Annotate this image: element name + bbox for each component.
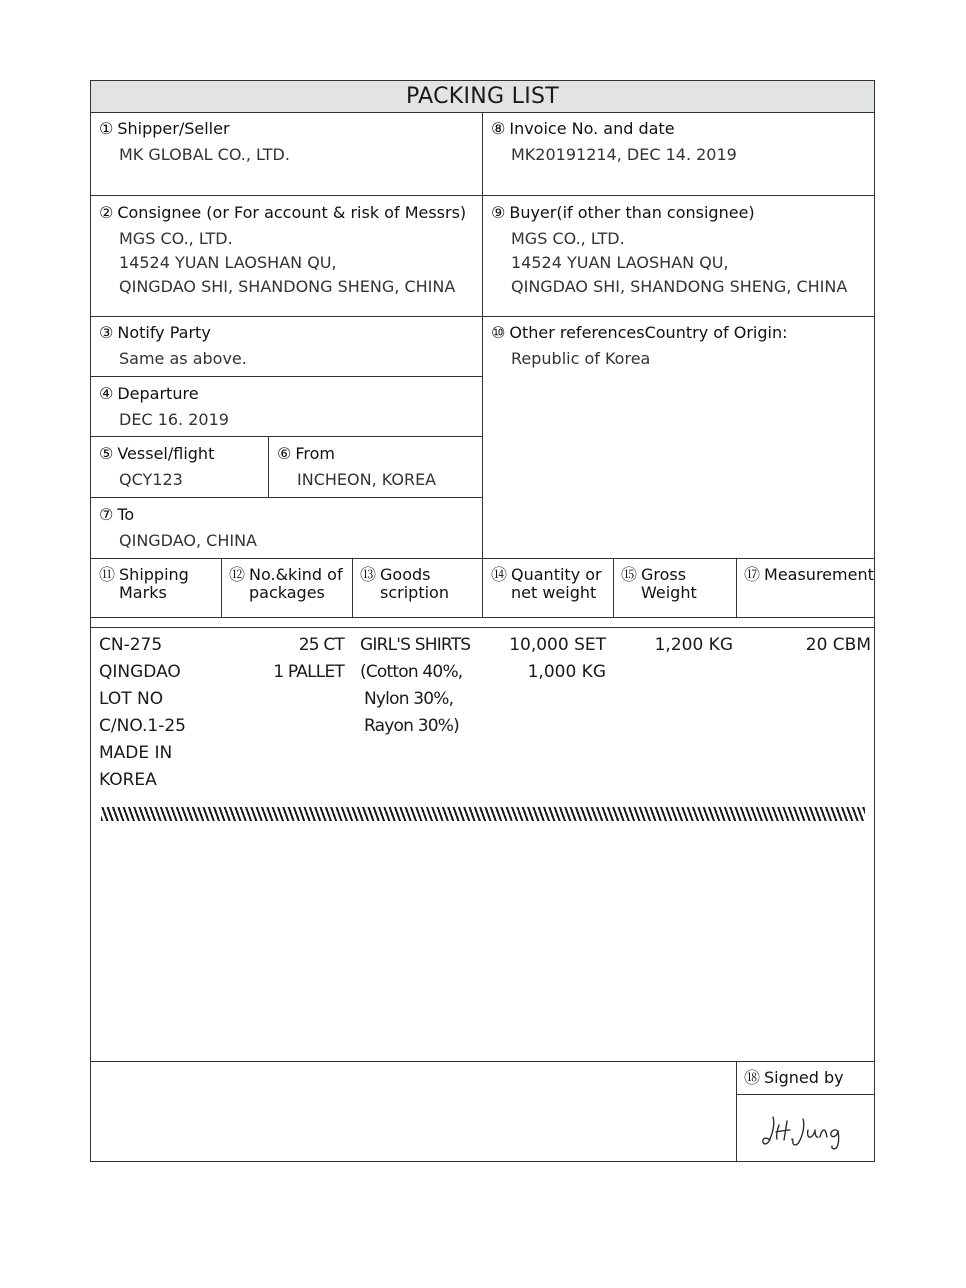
quantity-cell: 10,000 SET 1,000 KG (509, 635, 606, 682)
consignee-value: MGS CO., LTD. 14524 YUAN LAOSHAN QU, QINGDAO SHI, SHANDONG SHENG, CHINA (119, 229, 456, 296)
buyer-value: MGS CO., LTD. 14524 YUAN LAOSHAN QU, QINGDAO SHI, SHANDONG SHENG, CHINA (511, 229, 848, 296)
notify-party-value: Same as above. (119, 349, 247, 368)
divider (352, 558, 353, 617)
goods-description-cell: GIRL'S SHIRTS (Cotton 40%, Nylon 30%, Rayon 30%) (360, 635, 471, 736)
measurement-cell: 20 CBM (805, 635, 871, 655)
column-header-shipping-marks: ⑪ Shipping Marks (99, 565, 189, 602)
divider (268, 436, 269, 497)
to-value: QINGDAO, CHINA (119, 531, 257, 550)
divider (736, 1061, 737, 1161)
divider (221, 558, 222, 617)
vessel-label: ⑤ Vessel/flight (99, 444, 215, 463)
signature-image (759, 1111, 855, 1151)
column-header-measurement: ⑰ Measurement (744, 565, 874, 584)
divider (482, 112, 483, 558)
other-references-label: ⑩ Other referencesCountry of Origin: (491, 323, 788, 342)
departure-label: ④ Departure (99, 384, 199, 403)
divider (736, 558, 737, 617)
divider (91, 627, 874, 628)
document-title: PACKING LIST (91, 81, 874, 113)
divider (91, 436, 482, 437)
column-header-quantity: ⑭ Quantity or net weight (491, 565, 602, 602)
column-header-goods-description: ⑬ Goods scription (360, 565, 449, 602)
divider (482, 558, 483, 617)
divider (91, 195, 874, 196)
column-header-gross-weight: ⑮ Gross Weight (621, 565, 697, 602)
departure-value: DEC 16. 2019 (119, 410, 229, 429)
country-of-origin-value: Republic of Korea (511, 349, 651, 368)
packing-list-form (90, 80, 875, 1162)
to-label: ⑦ To (99, 505, 135, 524)
divider (91, 1061, 874, 1062)
divider (91, 316, 874, 317)
divider (91, 617, 874, 618)
divider (91, 376, 482, 377)
divider (736, 1094, 874, 1095)
buyer-label: ⑨ Buyer(if other than consignee) (491, 203, 755, 222)
gross-weight-cell: 1,200 KG (654, 635, 733, 655)
from-label: ⑥ From (277, 444, 335, 463)
divider (613, 558, 614, 617)
vessel-value: QCY123 (119, 470, 183, 489)
from-value: INCHEON, KOREA (297, 470, 437, 489)
shipping-marks-cell: CN-275 QINGDAO LOT NO C/NO.1-25 MADE IN KOREA (99, 635, 186, 790)
invoice-label: ⑧ Invoice No. and date (491, 119, 675, 138)
end-of-goods-hatch-line (101, 807, 865, 821)
divider (91, 497, 482, 498)
shipper-label: ① Shipper/Seller (99, 119, 230, 138)
invoice-value: MK20191214, DEC 14. 2019 (511, 145, 737, 164)
packages-cell: 25 CT 1 PALLET (273, 635, 344, 682)
notify-party-label: ③ Notify Party (99, 323, 211, 342)
consignee-label: ② Consignee (or For account & risk of Messrs) (99, 203, 467, 222)
signed-by-label: ⑱ Signed by (744, 1068, 844, 1087)
column-header-packages: ⑫ No.&kind of packages (229, 565, 343, 602)
shipper-value: MK GLOBAL CO., LTD. (119, 145, 290, 164)
